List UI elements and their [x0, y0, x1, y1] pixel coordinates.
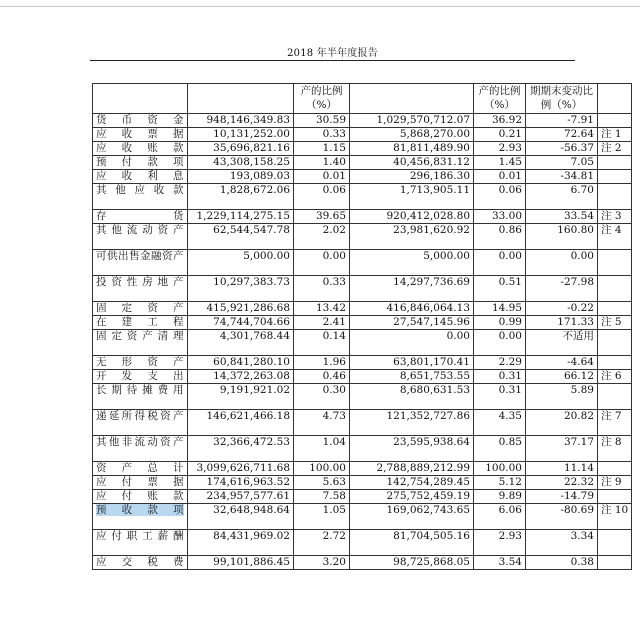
- row-previous-amount: 14,297,736.69: [350, 276, 474, 302]
- row-current-ratio: 0.00: [294, 250, 350, 276]
- row-change-ratio: 72.64: [526, 128, 598, 142]
- row-current-ratio: 2.41: [294, 316, 350, 330]
- row-previous-amount: 27,547,145.96: [350, 316, 474, 330]
- table-row: [93, 330, 632, 356]
- row-change-ratio: 37.17: [526, 436, 598, 462]
- row-change-ratio: 0.38: [526, 556, 598, 570]
- header-rule: [90, 60, 575, 61]
- row-previous-amount: 275,752,459.19: [350, 490, 474, 504]
- row-current-ratio: 1.15: [294, 142, 350, 156]
- row-previous-amount: 169,062,743.65: [350, 504, 474, 530]
- row-previous-amount: 2,788,889,212.99: [350, 462, 474, 476]
- row-change-ratio: 6.70: [526, 184, 598, 210]
- row-change-ratio: -80.69: [526, 504, 598, 530]
- row-current-amount: 234,957,577.61: [188, 490, 294, 504]
- report-header: 2018 年半年度报告: [287, 48, 378, 59]
- row-item: 可供出售金融资产: [93, 250, 188, 276]
- row-note: 注 8: [598, 436, 632, 462]
- top-border-line: [0, 6, 640, 7]
- row-previous-amount: 142,754,289.45: [350, 476, 474, 490]
- row-previous-ratio: 33.00: [474, 210, 526, 224]
- row-note: 注 1: [598, 128, 632, 142]
- row-change-ratio: 3.34: [526, 530, 598, 556]
- row-item: 递延所得税资产: [93, 410, 188, 436]
- row-current-ratio: 2.02: [294, 224, 350, 250]
- row-change-ratio: -0.22: [526, 302, 598, 316]
- header-previous-amount-cell: [350, 84, 474, 114]
- row-note: [598, 250, 632, 276]
- table-row: [93, 142, 632, 156]
- row-note: [598, 356, 632, 370]
- row-item: 无形资产: [93, 356, 188, 370]
- row-note: [598, 170, 632, 184]
- row-note: 注 10: [598, 504, 632, 530]
- row-change-ratio: -7.91: [526, 114, 598, 128]
- row-current-amount: 1,229,114,275.15: [188, 210, 294, 224]
- row-note: 注 7: [598, 410, 632, 436]
- row-item: 开发支出: [93, 370, 188, 384]
- row-previous-amount: 296,186.30: [350, 170, 474, 184]
- row-note: 注 3: [598, 210, 632, 224]
- row-change-ratio: 7.05: [526, 156, 598, 170]
- row-previous-amount: 8,651,753.55: [350, 370, 474, 384]
- row-note: [598, 490, 632, 504]
- row-change-ratio: 33.54: [526, 210, 598, 224]
- row-previous-ratio: 0.00: [474, 330, 526, 356]
- row-previous-ratio: 0.31: [474, 370, 526, 384]
- table-row: [93, 276, 632, 302]
- row-previous-ratio: 0.21: [474, 128, 526, 142]
- row-previous-ratio: 0.85: [474, 436, 526, 462]
- row-previous-ratio: 1.45: [474, 156, 526, 170]
- row-change-ratio: -56.37: [526, 142, 598, 156]
- row-previous-ratio: 0.00: [474, 250, 526, 276]
- row-previous-ratio: 2.93: [474, 530, 526, 556]
- row-change-ratio: 11.14: [526, 462, 598, 476]
- row-item: 应付职工薪酬: [93, 530, 188, 556]
- row-note: [598, 184, 632, 210]
- row-current-ratio: 13.42: [294, 302, 350, 316]
- header-item-cell: [93, 84, 188, 114]
- row-previous-ratio: 0.31: [474, 384, 526, 410]
- row-current-amount: 10,131,252.00: [188, 128, 294, 142]
- row-current-amount: 5,000.00: [188, 250, 294, 276]
- table-row: [93, 556, 632, 570]
- row-current-ratio: 0.33: [294, 128, 350, 142]
- table-row: [93, 128, 632, 142]
- row-note: 注 5: [598, 316, 632, 330]
- row-current-amount: 35,696,821.16: [188, 142, 294, 156]
- row-current-ratio: 0.06: [294, 184, 350, 210]
- row-current-ratio: 30.59: [294, 114, 350, 128]
- balance-sheet-table: [92, 83, 632, 570]
- row-previous-amount: 63,801,170.41: [350, 356, 474, 370]
- row-previous-amount: 416,846,064.13: [350, 302, 474, 316]
- table-row: [93, 170, 632, 184]
- row-previous-amount: 40,456,831.12: [350, 156, 474, 170]
- row-previous-amount: 121,352,727.86: [350, 410, 474, 436]
- row-note: [598, 530, 632, 556]
- row-change-ratio: -4.64: [526, 356, 598, 370]
- row-current-ratio: 0.33: [294, 276, 350, 302]
- row-note: [598, 556, 632, 570]
- row-previous-ratio: 36.92: [474, 114, 526, 128]
- table-row: [93, 530, 632, 556]
- row-previous-amount: 23,981,620.92: [350, 224, 474, 250]
- row-current-amount: 9,191,921.02: [188, 384, 294, 410]
- row-previous-amount: 920,412,028.80: [350, 210, 474, 224]
- row-note: 注 9: [598, 476, 632, 490]
- row-previous-amount: 5,868,270.00: [350, 128, 474, 142]
- row-change-ratio: 5.89: [526, 384, 598, 410]
- row-previous-ratio: 3.54: [474, 556, 526, 570]
- row-previous-amount: 98,725,868.05: [350, 556, 474, 570]
- row-current-ratio: 1.05: [294, 504, 350, 530]
- row-change-ratio: 0.00: [526, 250, 598, 276]
- row-current-ratio: 0.14: [294, 330, 350, 356]
- row-previous-ratio: 0.86: [474, 224, 526, 250]
- row-note: [598, 156, 632, 170]
- table-row: [93, 410, 632, 436]
- row-previous-amount: 23,595,938.64: [350, 436, 474, 462]
- row-current-amount: 99,101,886.45: [188, 556, 294, 570]
- header-current-amount-cell: [188, 84, 294, 114]
- row-previous-amount: 81,811,489.90: [350, 142, 474, 156]
- row-current-amount: 32,648,948.64: [188, 504, 294, 530]
- row-previous-ratio: 9.89: [474, 490, 526, 504]
- row-previous-amount: 1,029,570,712.07: [350, 114, 474, 128]
- row-item: 投资性房地产: [93, 276, 188, 302]
- row-item: 应收利息: [93, 170, 188, 184]
- row-current-ratio: 5.63: [294, 476, 350, 490]
- row-current-amount: 146,621,466.18: [188, 410, 294, 436]
- row-item: 其他非流动资产: [93, 436, 188, 462]
- row-current-amount: 1,828,672.06: [188, 184, 294, 210]
- row-current-ratio: 7.58: [294, 490, 350, 504]
- row-current-amount: 193,089.03: [188, 170, 294, 184]
- row-previous-ratio: 6.06: [474, 504, 526, 530]
- table-row: [93, 184, 632, 210]
- row-current-ratio: 0.01: [294, 170, 350, 184]
- row-item: 其他应收款: [93, 184, 188, 210]
- row-item: 应收票据: [93, 128, 188, 142]
- row-change-ratio: 66.12: [526, 370, 598, 384]
- table-row: [93, 384, 632, 410]
- row-change-ratio: -14.79: [526, 490, 598, 504]
- row-current-amount: 10,297,383.73: [188, 276, 294, 302]
- table-row: [93, 302, 632, 316]
- row-note: 注 2: [598, 142, 632, 156]
- row-current-amount: 60,841,280.10: [188, 356, 294, 370]
- row-item: 应付账款: [93, 490, 188, 504]
- row-previous-ratio: 100.00: [474, 462, 526, 476]
- row-previous-amount: 0.00: [350, 330, 474, 356]
- row-previous-amount: 8,680,631.53: [350, 384, 474, 410]
- row-item: 存货: [93, 210, 188, 224]
- row-item: 固定资产清理: [93, 330, 188, 356]
- header-note-cell: [598, 84, 632, 114]
- row-change-ratio: -34.81: [526, 170, 598, 184]
- header-previous-ratio: 产的比例（%）: [474, 84, 526, 114]
- row-current-ratio: 100.00: [294, 462, 350, 476]
- row-current-ratio: 1.96: [294, 356, 350, 370]
- row-item: 固定资产: [93, 302, 188, 316]
- row-current-amount: 174,616,963.52: [188, 476, 294, 490]
- row-previous-ratio: 14.95: [474, 302, 526, 316]
- row-current-ratio: 2.72: [294, 530, 350, 556]
- row-change-ratio: 160.80: [526, 224, 598, 250]
- row-item: 货币资金: [93, 114, 188, 128]
- row-item: 资产总计: [93, 462, 188, 476]
- row-current-ratio: 3.20: [294, 556, 350, 570]
- row-current-ratio: 0.30: [294, 384, 350, 410]
- row-note: [598, 276, 632, 302]
- row-current-amount: 43,308,158.25: [188, 156, 294, 170]
- row-current-ratio: 4.73: [294, 410, 350, 436]
- row-current-amount: 948,146,349.83: [188, 114, 294, 128]
- row-current-ratio: 1.04: [294, 436, 350, 462]
- row-previous-ratio: 0.01: [474, 170, 526, 184]
- row-item: 其他流动资产: [93, 224, 188, 250]
- row-previous-ratio: 0.06: [474, 184, 526, 210]
- row-change-ratio: 22.32: [526, 476, 598, 490]
- row-current-amount: 3,099,626,711.68: [188, 462, 294, 476]
- table-row: [93, 490, 632, 504]
- row-note: [598, 114, 632, 128]
- row-item: 应付票据: [93, 476, 188, 490]
- row-current-ratio: 1.40: [294, 156, 350, 170]
- table-row: [93, 210, 632, 224]
- row-item: 长期待摊费用: [93, 384, 188, 410]
- row-note: [598, 384, 632, 410]
- row-change-ratio: -27.98: [526, 276, 598, 302]
- row-current-amount: 14,372,263.08: [188, 370, 294, 384]
- row-previous-amount: 81,704,505.16: [350, 530, 474, 556]
- row-current-amount: 415,921,286.68: [188, 302, 294, 316]
- row-item: 应交税费: [93, 556, 188, 570]
- table-row: [93, 476, 632, 490]
- row-previous-ratio: 0.51: [474, 276, 526, 302]
- table-row: [93, 356, 632, 370]
- row-current-amount: 84,431,969.02: [188, 530, 294, 556]
- row-note: [598, 330, 632, 356]
- row-current-amount: 32,366,472.53: [188, 436, 294, 462]
- row-change-ratio: 171.33: [526, 316, 598, 330]
- table-row: [93, 224, 632, 250]
- row-previous-ratio: 5.12: [474, 476, 526, 490]
- row-current-amount: 62,544,547.78: [188, 224, 294, 250]
- table-row: [93, 114, 632, 128]
- row-previous-amount: 1,713,905.11: [350, 184, 474, 210]
- row-previous-ratio: 4.35: [474, 410, 526, 436]
- table-header-row: [93, 84, 632, 114]
- table-row: [93, 156, 632, 170]
- header-change-ratio: 期期末变动比例（%）: [526, 84, 598, 114]
- header-current-ratio: 产的比例（%）: [294, 84, 350, 114]
- row-change-ratio: 20.82: [526, 410, 598, 436]
- table-row: [93, 436, 632, 462]
- table-row: [93, 462, 632, 476]
- row-note: 注 6: [598, 370, 632, 384]
- table-row: [93, 370, 632, 384]
- row-change-ratio: 不适用: [526, 330, 598, 356]
- table-row: [93, 250, 632, 276]
- row-previous-ratio: 0.99: [474, 316, 526, 330]
- row-current-amount: 4,301,768.44: [188, 330, 294, 356]
- row-item-text: 预收款项: [96, 504, 184, 516]
- table-row: [93, 504, 632, 530]
- row-item: 在建工程: [93, 316, 188, 330]
- row-note: 注 4: [598, 224, 632, 250]
- row-current-amount: 74,744,704.66: [188, 316, 294, 330]
- row-previous-ratio: 2.29: [474, 356, 526, 370]
- row-item: 应收账款: [93, 142, 188, 156]
- row-previous-ratio: 2.93: [474, 142, 526, 156]
- row-current-ratio: 39.65: [294, 210, 350, 224]
- row-item: 预付款项: [93, 156, 188, 170]
- row-previous-amount: 5,000.00: [350, 250, 474, 276]
- row-note: [598, 302, 632, 316]
- row-note: [598, 462, 632, 476]
- row-item-highlighted: [93, 504, 188, 530]
- table-row: [93, 316, 632, 330]
- row-current-ratio: 0.46: [294, 370, 350, 384]
